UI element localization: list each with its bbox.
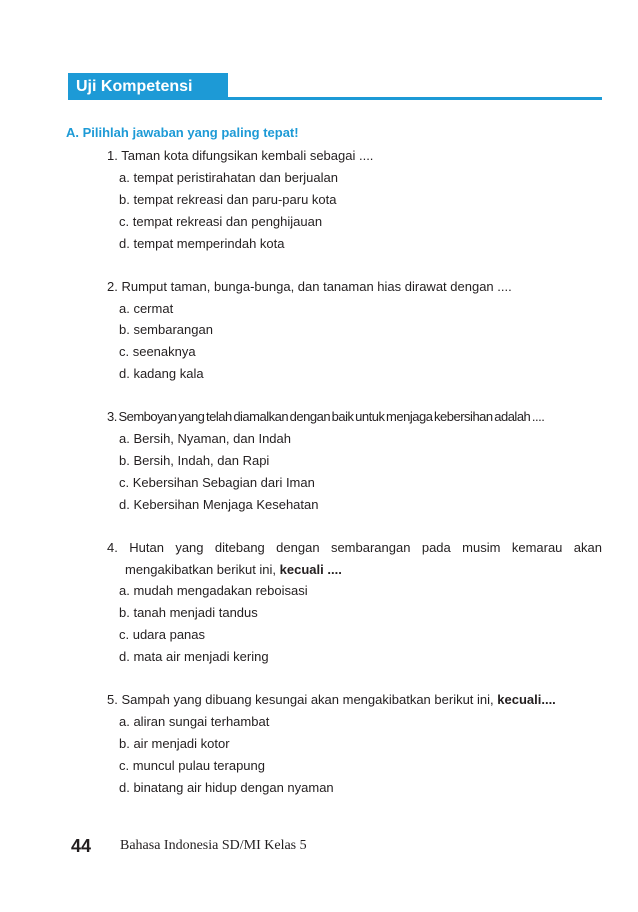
q3-option-d: d. Kebersihan Menjaga Kesehatan [119,497,319,512]
q2-option-b: b. sembarangan [119,322,213,337]
q1-option-b: b. tempat rekreasi dan paru-paru kota [119,192,337,207]
q4-option-d: d. mata air menjadi kering [119,649,269,664]
question-1: 1. Taman kota difungsikan kembali sebagai .... [107,148,374,163]
question-3: 3. Semboyan yang telah diamalkan dengan baik untuk menjaga kebersihan adalah .... [107,409,545,424]
q2-option-a: a. cermat [119,301,174,316]
q4-option-c: c. udara panas [119,627,206,642]
question-5-text: 5. Sampah yang dibuang kesungai akan mengakibatkan berikut ini, [107,692,498,707]
q5-option-c: c. muncul pulau terapung [119,758,265,773]
q2-option-c: c. seenaknya [119,344,196,359]
q3-option-b: b. Bersih, Indah, dan Rapi [119,453,270,468]
q4-option-b: b. tanah menjadi tandus [119,605,258,620]
q3-option-a: a. Bersih, Nyaman, dan Indah [119,431,291,446]
q1-option-c: c. tempat rekreasi dan penghijauan [119,214,323,229]
section-divider [228,97,602,100]
book-title: Bahasa Indonesia SD/MI Kelas 5 [120,838,307,853]
question-2: 2. Rumput taman, bunga-bunga, dan tanaman hias dirawat dengan .... [107,279,512,294]
question-4-line-1: 4. Hutan yang ditebang dengan sembarangan pada musim kemarau akan [107,540,602,555]
q1-option-d: d. tempat memperindah kota [119,236,285,251]
page-number: 44 [71,836,92,856]
instruction-heading: A. Pilihlah jawaban yang paling tepat! [66,125,299,140]
question-4-emphasis: kecuali .... [279,562,342,577]
question-4 [107,537,602,581]
q5-option-a: a. aliran sungai terhambat [119,714,270,729]
question-4-line-2 [107,559,602,581]
q1-option-a: a. tempat peristirahatan dan berjualan [119,170,338,185]
section-title: Uji Kompetensi [68,73,228,100]
question-4-line-2-text: mengakibatkan berikut ini, [125,562,280,577]
q4-option-a: a. mudah mengadakan reboisasi [119,583,308,598]
question-5-emphasis: kecuali.... [497,692,556,707]
q5-option-b: b. air menjadi kotor [119,736,230,751]
q5-option-d: d. binatang air hidup dengan nyaman [119,780,334,795]
question-5 [107,692,556,708]
q3-option-c: c. Kebersihan Sebagian dari Iman [119,475,315,490]
q2-option-d: d. kadang kala [119,366,204,381]
